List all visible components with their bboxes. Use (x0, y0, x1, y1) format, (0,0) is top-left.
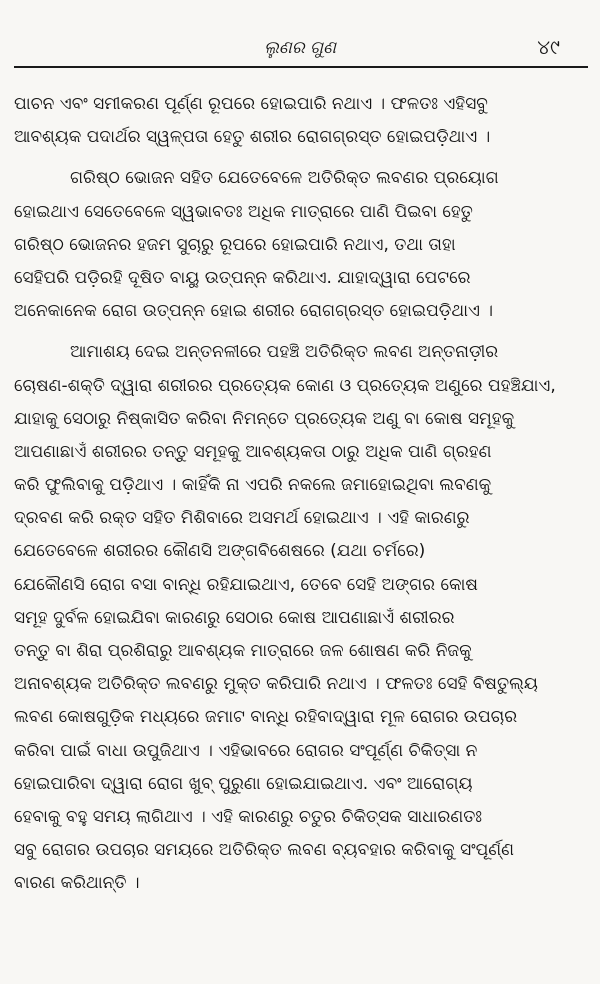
text-line: ଯେକୌଣସି ରୋଗ ବସା ବାନ୍ଧି ରହିଯାଇଥାଏ, ତେବେ ସେହି ଅଙ୍ଗର କୋଷ (14, 574, 478, 595)
text-line: ହେବାକୁ ବହୁ ସମୟ ଲାଗିଥାଏ । ଏହି କାରଣରୁ ଚତୁର ଚିକିତ୍ସକ ସାଧାରଣତଃ (14, 806, 483, 827)
text-line: ଲବଣ କୋଷଗୁଡ଼ିକ ମଧ୍ୟରେ ଜମାଟ ବାନ୍ଧି ରହିବାଦ୍ୱାରା ମୂଳ ରୋଗର ଉପଚାର (14, 707, 518, 728)
header-rule (14, 66, 588, 68)
paragraph-gap (14, 154, 588, 162)
text-line: ହୋଇଥାଏ ସେତେବେଳେ ସ୍ୱଭାବତଃ ଅଧିକ ମାତ୍ରାରେ ପାଣି ପିଇବା ହେତୁ (14, 201, 473, 222)
paragraph-3 (14, 336, 588, 900)
paragraph-1 (14, 88, 588, 154)
text-line: ଅନାବଶ୍ୟକ ଅତିରିକ୍ତ ଲବଣରୁ ମୁକ୍ତ କରିପାରି ନଥାଏ । ଫଳତଃ ସେହି ବିଷତୁଲ୍ୟ (14, 674, 538, 695)
text-line: ଯେତେବେଳେ ଶରୀରର କୌଣସି ଅଙ୍ଗବିଶେଷରେ (ଯଥା ଚର୍ମରେ) (14, 541, 426, 562)
text-line: ଆବଶ୍ୟକ ପଦାର୍ଥର ସ୍ୱଳ୍ପତା ହେତୁ ଶରୀର ରୋଗଗ୍ରସ୍ତ ହୋଇପଡ଼ିଥାଏ । (14, 127, 491, 148)
paragraph-gap (14, 328, 588, 336)
text-line: କରି ଫୁଲିବାକୁ ପଡ଼ିଥାଏ । କାହିଁକି ନା ଏପରି ନକଲେ ଜମାହୋଇଥିବା ଲବଣକୁ (14, 475, 492, 496)
body-text (14, 88, 588, 901)
text-line: ଗରିଷ୍ଠ ଭୋଜନର ହଜମ ସୁଚାରୁ ରୂପରେ ହୋଇପାରି ନଥାଏ, ତଥା ତାହା (14, 234, 456, 255)
text-line: ପାଚନ ଏବଂ ସମୀକରଣ ପୂର୍ଣ୍ଣ ରୂପରେ ହୋଇପାରି ନଥାଏ । ଫଳତଃ ଏହିସବୁ (14, 94, 488, 114)
text-line: ସେହିପରି ପଡ଼ିରହି ଦୂଷିତ ବାୟୁ ଉତ୍ପନ୍ନ କରିଥାଏ. ଯାହାଦ୍ୱାରା ପେଟରେ (14, 267, 471, 288)
text-line: ବାରଣ କରିଥାନ୍ତି । (14, 873, 140, 894)
text-line: ଗରିଷ୍ଠ ଭୋଜନ ସହିତ ଯେତେବେଳେ ଅତିରିକ୍ତ ଲବଣର ପ୍ରୟୋଗ (70, 168, 499, 189)
paragraph-2 (14, 162, 588, 328)
page-number: ୪୯ (537, 35, 560, 59)
text-line: ଯାହାକୁ ସେଠାରୁ ନିଷ୍କାସିତ କରିବା ନିମନ୍ତେ ପ୍ରତ୍ୟେକ ଅଣୁ ବା କୋଷ ସମୂହକୁ (14, 408, 515, 429)
text-line: ସମୂହ ଦୁର୍ବଳ ହୋଇଯିବା କାରଣରୁ ସେଠାର କୋଷ ଆପଣାଛାଏଁ ଶରୀରର (14, 607, 455, 628)
text-line: ଚୋଷଣ-ଶକ୍ତି ଦ୍ୱାରା ଶରୀରର ପ୍ରତ୍ୟେକ କୋଣ ଓ ପ୍ରତ୍ୟେକ ଅଣୁରେ ପହଞ୍ଚିଯାଏ, (14, 375, 556, 396)
text-line: ସବୁ ରୋଗର ଉପଚାର ସମୟରେ ଅତିରିକ୍ତ ଲବଣ ବ୍ୟବହାର କରିବାକୁ ସଂପୂର୍ଣ୍ଣ (14, 840, 515, 861)
text-line: ଦ୍ରବଣ କରି ରକ୍ତ ସହିତ ମିଶିବାରେ ଅସମର୍ଥ ହୋଇଥାଏ । ଏହି କାରଣରୁ (14, 508, 470, 529)
text-line: ଅନେକାନେକ ରୋଗ ଉତ୍ପନ୍ନ ହୋଇ ଶରୀର ରୋଗଗ୍ରସ୍ତ ହୋଇପଡ଼ିଥାଏ । (14, 301, 493, 322)
text-line: ତନ୍ତୁ ବା ଶିରା ପ୍ରଶିରାରୁ ଆବଶ୍ୟକ ମାତ୍ରାରେ ଜଳ ଶୋଷଣ କରି ନିଜକୁ (14, 641, 472, 661)
text-line: କରିବା ପାଇଁ ବାଧା ଉପୁଜିଥାଏ । ଏହିଭାବରେ ରୋଗର ସଂପୂର୍ଣ୍ଣ ଚିକିତ୍ସା ନ (14, 740, 478, 761)
text-line: ହୋଇପାରିବା ଦ୍ୱାରା ରୋଗ ଖୁବ୍ ପୁରୁଣା ହୋଇଯାଇଥାଏ. ଏବଂ ଆରୋଗ୍ୟ (14, 773, 473, 794)
text-line: ଆପଣାଛାଏଁ ଶରୀରର ତନ୍ତୁ ସମୂହକୁ ଆବଶ୍ୟକତା ଠାରୁ ଅଧିକ ପାଣି ଗ୍ରହଣ (14, 441, 492, 462)
text-line: ଆମାଶୟ ଦେଇ ଅନ୍ତନଳୀରେ ପହଞ୍ଚି ଅତିରିକ୍ତ ଲବଣ ଅନ୍ତନାଡ଼ୀର (70, 342, 499, 363)
running-title: ଲୁଣର ଗୁଣ (264, 38, 336, 58)
